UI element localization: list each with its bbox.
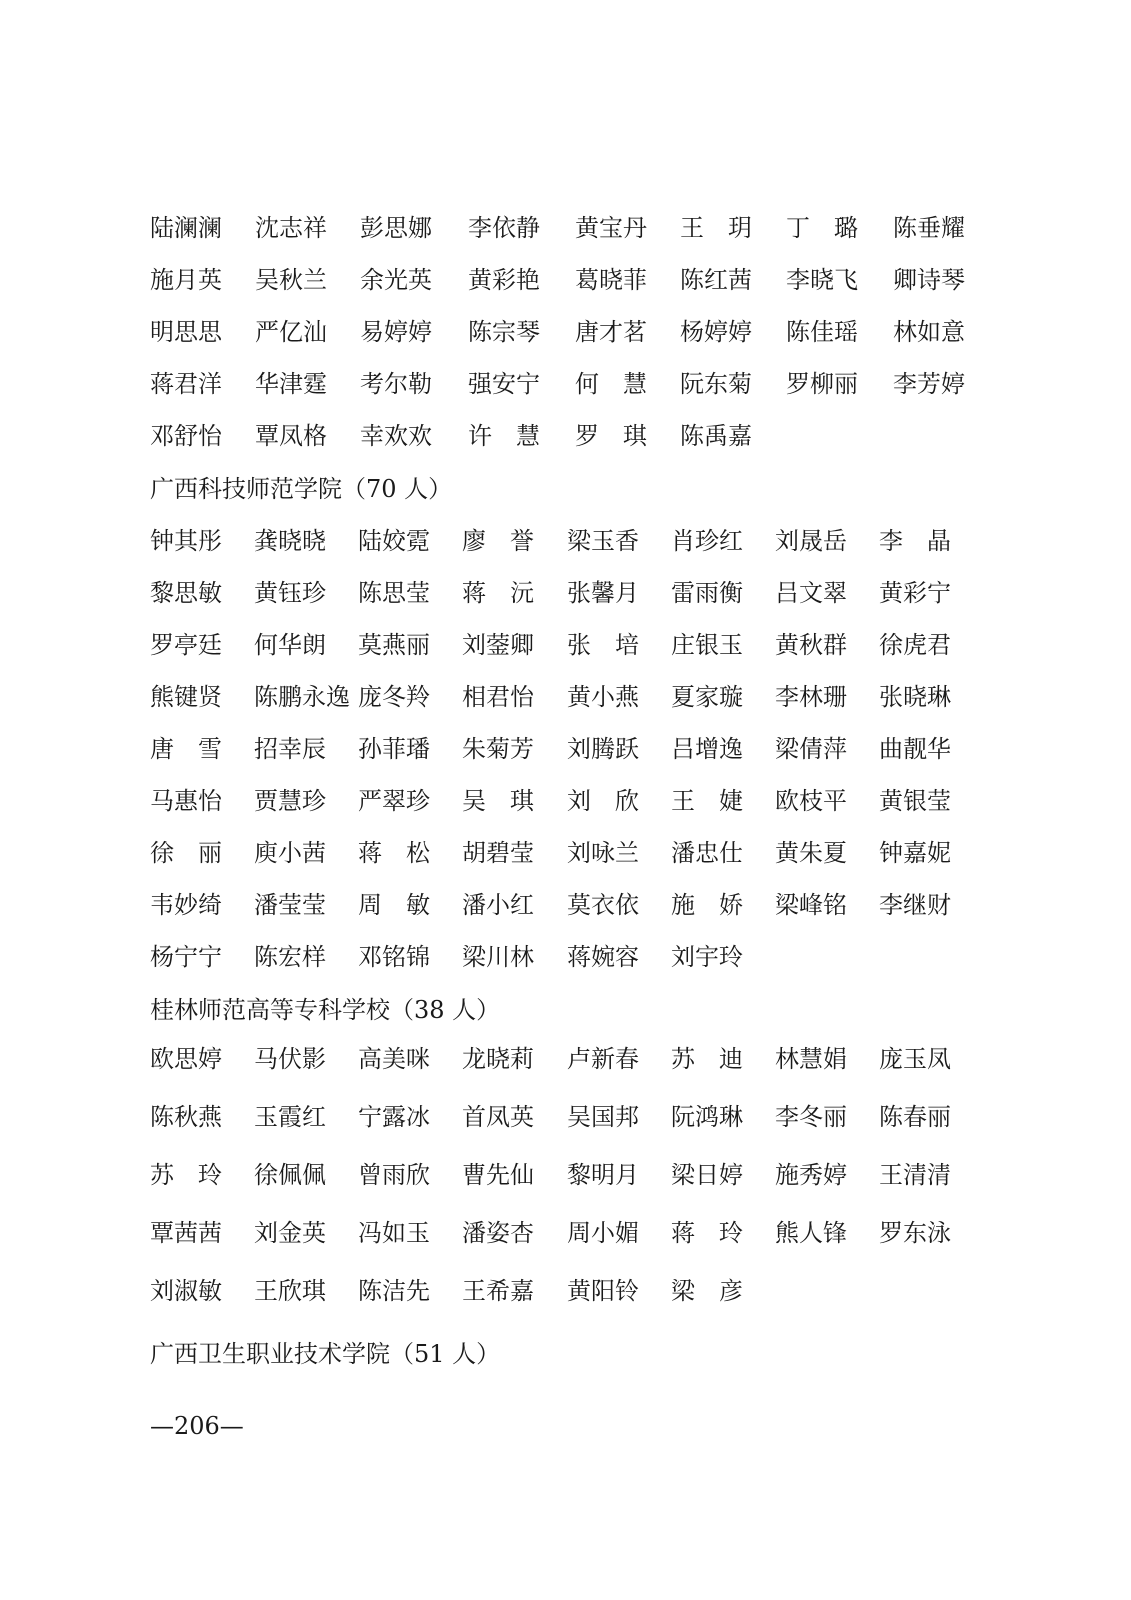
person-name: 吴 琪	[462, 787, 534, 815]
section-heading: 广西卫生职业技术学院（51 人）	[150, 1340, 501, 1368]
person-name: 考尔勒	[360, 370, 432, 398]
person-name: 周 敏	[358, 891, 430, 919]
person-name: 潘姿杏	[462, 1219, 534, 1247]
person-name: 庄银玉	[671, 631, 743, 659]
person-name: 葛晓菲	[575, 266, 647, 294]
name-row	[150, 1213, 990, 1253]
person-name: 雷雨衡	[671, 579, 743, 607]
person-name: 龙晓莉	[462, 1045, 534, 1073]
person-name: 陈鹏永逸	[254, 683, 350, 711]
person-name: 梁川林	[462, 943, 534, 971]
person-name: 宁露冰	[358, 1103, 430, 1131]
name-row	[150, 364, 990, 404]
person-name: 王 婕	[671, 787, 743, 815]
person-name: 廖 誉	[462, 527, 534, 555]
person-name: 熊人锋	[775, 1219, 847, 1247]
person-name: 陈红茜	[680, 266, 752, 294]
name-row	[150, 208, 990, 248]
person-name: 曲靓华	[879, 735, 951, 763]
person-name: 施秀婷	[775, 1161, 847, 1189]
name-row	[150, 885, 990, 925]
person-name: 曾雨欣	[358, 1161, 430, 1189]
person-name: 苏 玲	[150, 1161, 222, 1189]
person-name: 彭思娜	[360, 214, 432, 242]
person-name: 冯如玉	[358, 1219, 430, 1247]
person-name: 钟嘉妮	[879, 839, 951, 867]
person-name: 首凤英	[462, 1103, 534, 1131]
person-name: 梁倩萍	[775, 735, 847, 763]
person-name: 潘小红	[462, 891, 534, 919]
person-name: 陈宏样	[254, 943, 326, 971]
person-name: 刘晟岳	[775, 527, 847, 555]
name-row	[150, 833, 990, 873]
person-name: 罗 琪	[575, 422, 647, 450]
person-name: 李林珊	[775, 683, 847, 711]
person-name: 沈志祥	[255, 214, 327, 242]
person-name: 刘腾跃	[567, 735, 639, 763]
person-name: 梁玉香	[567, 527, 639, 555]
person-name: 丁 璐	[786, 214, 858, 242]
person-name: 黄朱夏	[775, 839, 847, 867]
person-name: 杨宁宁	[150, 943, 222, 971]
person-name: 卿诗琴	[893, 266, 965, 294]
person-name: 莫衣依	[567, 891, 639, 919]
person-name: 梁 彦	[671, 1277, 743, 1305]
person-name: 罗东泳	[879, 1219, 951, 1247]
person-name: 苏 迪	[671, 1045, 743, 1073]
person-name: 蒋君洋	[150, 370, 222, 398]
person-name: 罗亭廷	[150, 631, 222, 659]
name-row	[150, 1271, 990, 1311]
name-row	[150, 625, 990, 665]
name-row	[150, 781, 990, 821]
person-name: 梁日婷	[671, 1161, 743, 1189]
person-name: 强安宁	[468, 370, 540, 398]
person-name: 邓铭锦	[358, 943, 430, 971]
person-name: 施 娇	[671, 891, 743, 919]
person-name: 陈宗琴	[468, 318, 540, 346]
person-name: 黎思敏	[150, 579, 222, 607]
person-name: 龚晓晓	[254, 527, 326, 555]
name-row	[150, 1097, 990, 1137]
person-name: 张 培	[567, 631, 639, 659]
person-name: 张馨月	[567, 579, 639, 607]
person-name: 夏家璇	[671, 683, 743, 711]
person-name: 李 晶	[879, 527, 951, 555]
person-name: 覃茜茜	[150, 1219, 222, 1247]
person-name: 刘宇玲	[671, 943, 743, 971]
person-name: 李晓飞	[786, 266, 858, 294]
person-name: 唐才茗	[575, 318, 647, 346]
person-name: 阮东菊	[680, 370, 752, 398]
person-name: 严翠珍	[358, 787, 430, 815]
person-name: 陈垂耀	[893, 214, 965, 242]
name-row	[150, 729, 990, 769]
person-name: 相君怡	[462, 683, 534, 711]
person-name: 庞冬羚	[358, 683, 430, 711]
person-name: 黄阳铃	[567, 1277, 639, 1305]
person-name: 唐 雪	[150, 735, 222, 763]
person-name: 王清清	[879, 1161, 951, 1189]
person-name: 幸欢欢	[360, 422, 432, 450]
person-name: 韦妙绮	[150, 891, 222, 919]
name-row	[150, 416, 990, 456]
person-name: 杨婷婷	[680, 318, 752, 346]
person-name: 许 慧	[468, 422, 540, 450]
person-name: 陈思莹	[358, 579, 430, 607]
name-row	[150, 677, 990, 717]
person-name: 潘莹莹	[254, 891, 326, 919]
name-row	[150, 1155, 990, 1195]
person-name: 莫燕丽	[358, 631, 430, 659]
person-name: 欧思婷	[150, 1045, 222, 1073]
person-name: 明思思	[150, 318, 222, 346]
person-name: 施月英	[150, 266, 222, 294]
person-name: 贾慧珍	[254, 787, 326, 815]
person-name: 陆姣霓	[358, 527, 430, 555]
person-name: 陈洁先	[358, 1277, 430, 1305]
person-name: 何 慧	[575, 370, 647, 398]
person-name: 王 玥	[680, 214, 752, 242]
person-name: 刘淑敏	[150, 1277, 222, 1305]
person-name: 黄秋群	[775, 631, 847, 659]
person-name: 钟其彤	[150, 527, 222, 555]
person-name: 李冬丽	[775, 1103, 847, 1131]
person-name: 蒋 沅	[462, 579, 534, 607]
name-row	[150, 937, 990, 977]
person-name: 邓舒怡	[150, 422, 222, 450]
person-name: 阮鸿琳	[671, 1103, 743, 1131]
person-name: 孙菲璠	[358, 735, 430, 763]
person-name: 马惠怡	[150, 787, 222, 815]
person-name: 徐 丽	[150, 839, 222, 867]
person-name: 陈佳瑶	[786, 318, 858, 346]
person-name: 马伏影	[254, 1045, 326, 1073]
person-name: 刘 欣	[567, 787, 639, 815]
person-name: 周小媚	[567, 1219, 639, 1247]
name-row	[150, 573, 990, 613]
person-name: 朱菊芳	[462, 735, 534, 763]
person-name: 陈禹嘉	[680, 422, 752, 450]
person-name: 易婷婷	[360, 318, 432, 346]
person-name: 庾小茜	[254, 839, 326, 867]
person-name: 肖珍红	[671, 527, 743, 555]
person-name: 刘金英	[254, 1219, 326, 1247]
person-name: 蒋 玲	[671, 1219, 743, 1247]
person-name: 庞玉凤	[879, 1045, 951, 1073]
person-name: 欧枝平	[775, 787, 847, 815]
person-name: 黄银莹	[879, 787, 951, 815]
person-name: 刘咏兰	[567, 839, 639, 867]
person-name: 陈春丽	[879, 1103, 951, 1131]
person-name: 覃凤格	[255, 422, 327, 450]
person-name: 黄彩艳	[468, 266, 540, 294]
person-name: 罗柳丽	[786, 370, 858, 398]
person-name: 黄钰珍	[254, 579, 326, 607]
person-name: 招幸辰	[254, 735, 326, 763]
person-name: 李依静	[468, 214, 540, 242]
person-name: 梁峰铭	[775, 891, 847, 919]
name-row	[150, 521, 990, 561]
person-name: 玉霞红	[254, 1103, 326, 1131]
person-name: 徐虎君	[879, 631, 951, 659]
person-name: 熊键贤	[150, 683, 222, 711]
person-name: 陈秋燕	[150, 1103, 222, 1131]
person-name: 陆澜澜	[150, 214, 222, 242]
name-row	[150, 1039, 990, 1079]
person-name: 刘蓥卿	[462, 631, 534, 659]
person-name: 林如意	[893, 318, 965, 346]
name-row	[150, 312, 990, 352]
section-heading: 广西科技师范学院（70 人）	[150, 475, 453, 503]
person-name: 黄彩宁	[879, 579, 951, 607]
person-name: 李芳婷	[893, 370, 965, 398]
name-row	[150, 260, 990, 300]
person-name: 王希嘉	[462, 1277, 534, 1305]
person-name: 徐佩佩	[254, 1161, 326, 1189]
person-name: 张晓琳	[879, 683, 951, 711]
person-name: 吴秋兰	[255, 266, 327, 294]
person-name: 曹先仙	[462, 1161, 534, 1189]
person-name: 潘忠仕	[671, 839, 743, 867]
person-name: 何华朗	[254, 631, 326, 659]
page-number: —206—	[150, 1412, 244, 1440]
person-name: 华津霆	[255, 370, 327, 398]
person-name: 卢新春	[567, 1045, 639, 1073]
person-name: 黄宝丹	[575, 214, 647, 242]
person-name: 吕增逸	[671, 735, 743, 763]
person-name: 林慧娟	[775, 1045, 847, 1073]
person-name: 黎明月	[567, 1161, 639, 1189]
person-name: 高美咪	[358, 1045, 430, 1073]
person-name: 胡碧莹	[462, 839, 534, 867]
person-name: 王欣琪	[254, 1277, 326, 1305]
person-name: 蒋婉容	[567, 943, 639, 971]
person-name: 蒋 松	[358, 839, 430, 867]
person-name: 余光英	[360, 266, 432, 294]
person-name: 严亿汕	[255, 318, 327, 346]
person-name: 李继财	[879, 891, 951, 919]
person-name: 黄小燕	[567, 683, 639, 711]
section-heading: 桂林师范高等专科学校（38 人）	[150, 996, 501, 1024]
person-name: 吴国邦	[567, 1103, 639, 1131]
person-name: 吕文翠	[775, 579, 847, 607]
